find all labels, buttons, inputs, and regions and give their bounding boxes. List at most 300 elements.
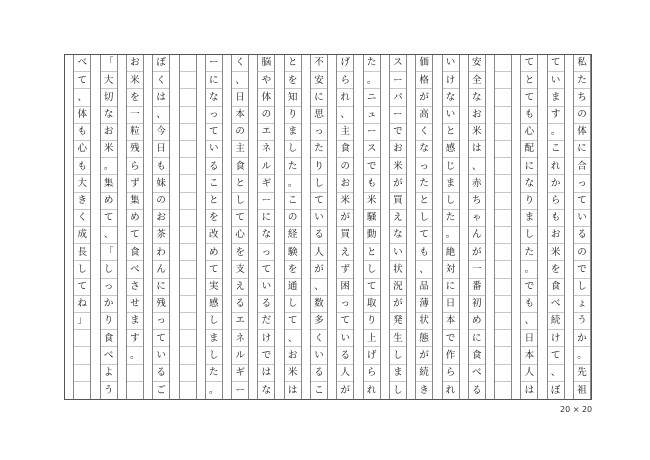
manuscript-cell: げ — [337, 55, 353, 72]
manuscript-cell: べ — [469, 365, 485, 382]
manuscript-cell: ま — [390, 365, 406, 382]
manuscript-cell: の — [153, 193, 169, 210]
manuscript-cell: べ — [74, 55, 90, 72]
manuscript-cell: く — [153, 72, 169, 89]
manuscript-cell: ず — [127, 175, 143, 192]
manuscript-cell: ー — [258, 193, 274, 210]
manuscript-cell: じ — [443, 158, 459, 175]
manuscript-cell: 赤 — [469, 175, 485, 192]
manuscript-cell: 困 — [337, 279, 353, 296]
manuscript-cell: か — [101, 296, 117, 313]
manuscript-cell — [495, 158, 511, 175]
manuscript-cell: ま — [285, 124, 301, 141]
manuscript-cell — [180, 330, 196, 347]
manuscript-cell: っ — [206, 107, 222, 124]
manuscript-cell: 状 — [416, 313, 432, 330]
manuscript-cell: 茶 — [153, 227, 169, 244]
manuscript-cell: と — [521, 72, 537, 89]
manuscript-cell: 主 — [337, 124, 353, 141]
manuscript-cell: 心 — [232, 227, 248, 244]
manuscript-cell: た — [574, 72, 590, 89]
manuscript-cell — [74, 382, 90, 399]
manuscript-cell: 残 — [127, 141, 143, 158]
manuscript-cell: で — [364, 158, 380, 175]
manuscript-cell: お — [153, 210, 169, 227]
manuscript-cell: 成 — [74, 227, 90, 244]
manuscript-cell: 米 — [469, 124, 485, 141]
manuscript-cell: れ — [548, 158, 564, 175]
manuscript-cell: ら — [443, 365, 459, 382]
manuscript-cell: ー — [206, 55, 222, 72]
manuscript-cell: が — [469, 244, 485, 261]
manuscript-cell: 配 — [521, 141, 537, 158]
manuscript-cell: げ — [364, 347, 380, 364]
manuscript-cell: 私 — [574, 55, 590, 72]
manuscript-cell: ら — [364, 365, 380, 382]
manuscript-cell — [495, 365, 511, 382]
manuscript-cell: わ — [153, 244, 169, 261]
manuscript-cell: お — [548, 227, 564, 244]
manuscript-cell: は — [153, 89, 169, 106]
manuscript-cell: る — [206, 158, 222, 175]
manuscript-cell: っ — [153, 313, 169, 330]
manuscript-cell — [495, 175, 511, 192]
manuscript-cell — [180, 296, 196, 313]
manuscript-cell: 。 — [285, 175, 301, 192]
manuscript-cell: な — [261, 384, 272, 396]
manuscript-cell: て — [285, 313, 301, 330]
manuscript-cell: 食 — [548, 279, 564, 296]
manuscript-cell: 体 — [258, 89, 274, 106]
manuscript-cell: 安 — [469, 55, 485, 72]
manuscript-column — [442, 55, 460, 399]
manuscript-cell: 本 — [521, 347, 537, 364]
manuscript-cell: の — [574, 107, 590, 124]
manuscript-cell: き — [74, 193, 90, 210]
manuscript-cell — [495, 261, 511, 278]
manuscript-cell: ル — [232, 347, 248, 364]
manuscript-cell: ギ — [232, 365, 248, 382]
manuscript-cell: 一 — [127, 107, 143, 124]
manuscript-cell: お — [390, 141, 406, 158]
manuscript-cell: 思 — [311, 107, 327, 124]
manuscript-cell: ま — [548, 89, 564, 106]
manuscript-cell: い — [574, 210, 590, 227]
manuscript-cell: い — [258, 279, 274, 296]
manuscript-cell: い — [390, 244, 406, 261]
manuscript-cell: の — [574, 244, 590, 261]
manuscript-cell: こ — [314, 384, 324, 396]
manuscript-cell: る — [311, 365, 327, 382]
manuscript-cell: り — [285, 107, 301, 124]
manuscript-cell: 「 — [101, 55, 117, 72]
manuscript-cell: に — [443, 279, 459, 296]
manuscript-cell: べ — [127, 261, 143, 278]
manuscript-cell: て — [74, 72, 90, 89]
manuscript-cell: 、 — [101, 227, 117, 244]
manuscript-cell — [127, 365, 143, 382]
manuscript-cell: 合 — [574, 158, 590, 175]
manuscript-cell: て — [206, 124, 222, 141]
manuscript-cell — [180, 193, 196, 210]
manuscript-cell: 長 — [74, 244, 90, 261]
manuscript-cell: 格 — [416, 72, 432, 89]
manuscript-cell: て — [232, 210, 248, 227]
manuscript-cell: く — [232, 55, 248, 72]
manuscript-cell: も — [153, 158, 169, 175]
manuscript-cell: も — [521, 107, 537, 124]
manuscript-cell: ニ — [364, 89, 380, 106]
manuscript-cell: 。 — [548, 124, 564, 141]
manuscript-cell: け — [443, 72, 459, 89]
manuscript-cell — [495, 347, 511, 364]
manuscript-cell: 通 — [285, 279, 301, 296]
manuscript-cell: 、 — [232, 72, 248, 89]
manuscript-cell: お — [101, 124, 117, 141]
manuscript-cell: よ — [101, 365, 117, 382]
manuscript-cell: ス — [390, 55, 406, 72]
manuscript-cell: た — [206, 365, 222, 382]
manuscript-cell: 食 — [101, 330, 117, 347]
manuscript-cell — [180, 124, 196, 141]
manuscript-cell: 。 — [443, 227, 459, 244]
manuscript-cell: く — [416, 124, 432, 141]
manuscript-cell: の — [232, 124, 248, 141]
manuscript-cell: 支 — [232, 261, 248, 278]
manuscript-cell: 食 — [127, 244, 143, 261]
manuscript-cell: 態 — [416, 330, 432, 347]
manuscript-cell: 、 — [548, 365, 564, 382]
manuscript-cell: は — [287, 384, 298, 396]
manuscript-cell: ら — [337, 72, 353, 89]
manuscript-cell: し — [521, 227, 537, 244]
manuscript-cell: 米 — [548, 244, 564, 261]
manuscript-cell: を — [127, 89, 143, 106]
manuscript-cell: し — [232, 193, 248, 210]
manuscript-cell: の — [258, 107, 274, 124]
manuscript-cell — [180, 313, 196, 330]
manuscript-cell: ー — [364, 124, 380, 141]
manuscript-cell: さ — [127, 279, 143, 296]
manuscript-cell: 初 — [469, 296, 485, 313]
manuscript-cell: 動 — [364, 227, 380, 244]
manuscript-cell: も — [416, 244, 432, 261]
manuscript-cell: た — [311, 141, 327, 158]
manuscript-cell: き — [419, 384, 429, 396]
manuscript-cell: て — [206, 261, 222, 278]
manuscript-cell: 集 — [127, 193, 143, 210]
manuscript-cell: 経 — [285, 227, 301, 244]
manuscript-cell: し — [285, 296, 301, 313]
grid-size-label: 20 × 20 — [560, 405, 593, 414]
manuscript-cell: も — [521, 296, 537, 313]
manuscript-cell: し — [311, 175, 327, 192]
manuscript-cell: ル — [258, 158, 274, 175]
manuscript-cell: 今 — [153, 124, 169, 141]
manuscript-column — [284, 55, 302, 399]
manuscript-cell: で — [521, 279, 537, 296]
manuscript-cell — [495, 279, 511, 296]
manuscript-cell: て — [311, 193, 327, 210]
manuscript-cell — [180, 347, 196, 364]
manuscript-cell: い — [443, 55, 459, 72]
manuscript-cell — [180, 72, 196, 89]
manuscript-cell: 、 — [469, 158, 485, 175]
manuscript-cell: り — [521, 193, 537, 210]
manuscript-cell: 人 — [521, 365, 537, 382]
manuscript-cell — [495, 244, 511, 261]
manuscript-cell: け — [258, 330, 274, 347]
manuscript-cell: で — [258, 347, 274, 364]
manuscript-cell: め — [469, 313, 485, 330]
manuscript-column — [389, 55, 407, 399]
manuscript-cell: 品 — [416, 279, 432, 296]
manuscript-cell: 一 — [469, 261, 485, 278]
manuscript-cell: が — [416, 89, 432, 106]
manuscript-cell: 、 — [74, 89, 90, 106]
manuscript-cell: 、 — [416, 261, 432, 278]
manuscript-cell: っ — [337, 296, 353, 313]
manuscript-cell: ま — [127, 313, 143, 330]
manuscript-cell: る — [311, 227, 327, 244]
manuscript-cell: 上 — [364, 330, 380, 347]
manuscript-cell: と — [232, 175, 248, 192]
manuscript-cell: ず — [337, 261, 353, 278]
manuscript-cell: ー — [235, 384, 245, 396]
manuscript-cell: し — [574, 279, 590, 296]
manuscript-cell: い — [311, 210, 327, 227]
manuscript-column — [152, 55, 170, 399]
manuscript-cell: 絶 — [443, 244, 459, 261]
manuscript-cell: 集 — [101, 175, 117, 192]
manuscript-cell: パ — [390, 89, 406, 106]
manuscript-cell: ま — [206, 330, 222, 347]
manuscript-cell: 日 — [443, 296, 459, 313]
manuscript-cell: ね — [74, 296, 90, 313]
manuscript-cell: は — [524, 384, 535, 396]
manuscript-cell — [495, 382, 511, 399]
manuscript-cell: 。 — [574, 347, 590, 364]
manuscript-cell: 。 — [101, 158, 117, 175]
manuscript-cell: 、 — [285, 330, 301, 347]
manuscript-cell — [495, 313, 511, 330]
manuscript-cell: こ — [548, 141, 564, 158]
manuscript-cell — [495, 72, 511, 89]
manuscript-cell: 買 — [390, 193, 406, 210]
manuscript-cell: し — [101, 261, 117, 278]
manuscript-column — [73, 55, 91, 399]
manuscript-cell: め — [127, 210, 143, 227]
manuscript-cell: 取 — [364, 296, 380, 313]
manuscript-cell — [180, 55, 196, 72]
manuscript-cell: ま — [521, 210, 537, 227]
manuscript-cell — [495, 107, 511, 124]
manuscript-cell: 。 — [521, 261, 537, 278]
manuscript-cell: で — [390, 124, 406, 141]
manuscript-cell: 薄 — [416, 296, 432, 313]
manuscript-cell: 切 — [101, 89, 117, 106]
manuscript-cell: も — [74, 158, 90, 175]
manuscript-cell: 日 — [153, 141, 169, 158]
manuscript-column — [231, 55, 249, 399]
manuscript-cell: 続 — [548, 313, 564, 330]
manuscript-cell: を — [285, 72, 301, 89]
manuscript-cell — [74, 330, 90, 347]
manuscript-cell: な — [521, 175, 537, 192]
manuscript-cell — [180, 279, 196, 296]
manuscript-cell: の — [337, 158, 353, 175]
manuscript-cell: た — [285, 158, 301, 175]
manuscript-cell: ぼ — [153, 55, 169, 72]
manuscript-cell: も — [548, 210, 564, 227]
manuscript-cell: え — [390, 210, 406, 227]
manuscript-cell: で — [443, 330, 459, 347]
manuscript-cell: 不 — [311, 55, 327, 72]
manuscript-cell: 発 — [390, 313, 406, 330]
manuscript-cell — [180, 210, 196, 227]
manuscript-cell — [495, 141, 511, 158]
manuscript-cell: な — [206, 89, 222, 106]
manuscript-cell: こ — [285, 193, 301, 210]
manuscript-cell: し — [364, 261, 380, 278]
manuscript-cell — [495, 124, 511, 141]
manuscript-cell: 本 — [443, 313, 459, 330]
manuscript-cell: て — [153, 330, 169, 347]
manuscript-cell: っ — [311, 124, 327, 141]
manuscript-cell: 米 — [285, 365, 301, 382]
manuscript-cell: 全 — [469, 72, 485, 89]
manuscript-cell: 心 — [521, 124, 537, 141]
manuscript-column — [363, 55, 381, 399]
manuscript-cell: 体 — [574, 124, 590, 141]
manuscript-cell: 感 — [443, 141, 459, 158]
manuscript-cell: 残 — [153, 296, 169, 313]
manuscript-cell: ょ — [574, 296, 590, 313]
manuscript-cell: 対 — [443, 261, 459, 278]
manuscript-cell: ち — [469, 193, 485, 210]
manuscript-cell: っ — [574, 175, 590, 192]
manuscript-cell — [74, 347, 90, 364]
manuscript-cell: 。 — [209, 384, 219, 396]
manuscript-cell: る — [258, 296, 274, 313]
manuscript-cell: か — [548, 175, 564, 192]
manuscript-column — [415, 55, 433, 399]
manuscript-cell: な — [101, 107, 117, 124]
manuscript-cell: な — [469, 89, 485, 106]
manuscript-cell: し — [285, 141, 301, 158]
manuscript-cell: ん — [153, 261, 169, 278]
manuscript-cell: れ — [337, 89, 353, 106]
manuscript-cell: に — [469, 330, 485, 347]
manuscript-cell: お — [337, 175, 353, 192]
manuscript-cell: れ — [366, 384, 377, 396]
manuscript-cell: し — [443, 193, 459, 210]
manuscript-cell: っ — [258, 244, 274, 261]
manuscript-cell: が — [416, 347, 432, 364]
manuscript-cell: 価 — [416, 55, 432, 72]
manuscript-cell: お — [285, 347, 301, 364]
manuscript-cell: 日 — [232, 89, 248, 106]
manuscript-cell: い — [548, 72, 564, 89]
manuscript-cell: 先 — [574, 365, 590, 382]
manuscript-cell: と — [416, 193, 432, 210]
manuscript-cell: が — [337, 210, 353, 227]
manuscript-cell: ま — [443, 175, 459, 192]
manuscript-cell — [180, 141, 196, 158]
manuscript-cell: な — [443, 89, 459, 106]
manuscript-cell — [495, 296, 511, 313]
manuscript-cell: や — [258, 72, 274, 89]
manuscript-cell: が — [340, 384, 351, 396]
manuscript-cell: 作 — [443, 347, 459, 364]
manuscript-cell — [180, 244, 196, 261]
manuscript-cell: ら — [548, 193, 564, 210]
manuscript-cell: と — [206, 193, 222, 210]
manuscript-cell: う — [103, 384, 114, 396]
manuscript-cell: 改 — [206, 227, 222, 244]
manuscript-cell: て — [548, 347, 564, 364]
manuscript-cell: と — [285, 55, 301, 72]
manuscript-cell: 数 — [311, 296, 327, 313]
manuscript-cell: 知 — [285, 89, 301, 106]
manuscript-cell: 大 — [74, 175, 90, 192]
manuscript-cell: て — [74, 279, 90, 296]
manuscript-column — [547, 55, 565, 399]
manuscript-cell: ュ — [364, 107, 380, 124]
manuscript-cell: え — [232, 279, 248, 296]
manuscript-cell: が — [390, 175, 406, 192]
manuscript-cell: 米 — [364, 193, 380, 210]
manuscript-cell: 、 — [311, 279, 327, 296]
manuscript-cell: べ — [548, 296, 564, 313]
manuscript-cell: 心 — [74, 141, 90, 158]
manuscript-cell: め — [101, 193, 117, 210]
manuscript-cell: く — [74, 210, 90, 227]
manuscript-cell: て — [416, 227, 432, 244]
manuscript-sheet — [64, 54, 592, 400]
manuscript-column — [100, 55, 118, 399]
manuscript-cell — [180, 175, 196, 192]
manuscript-column — [126, 55, 144, 399]
manuscript-cell: 大 — [101, 72, 117, 89]
manuscript-cell: ー — [390, 107, 406, 124]
manuscript-cell — [180, 365, 196, 382]
manuscript-cell — [495, 210, 511, 227]
manuscript-cell: た — [416, 175, 432, 192]
manuscript-cell: 。 — [364, 72, 380, 89]
manuscript-cell: を — [285, 261, 301, 278]
manuscript-cell: 多 — [311, 313, 327, 330]
manuscript-column — [257, 55, 275, 399]
manuscript-cell: ご — [156, 384, 166, 396]
manuscript-cell: 、 — [153, 107, 169, 124]
manuscript-cell: い — [153, 347, 169, 364]
manuscript-cell: お — [469, 107, 485, 124]
manuscript-column — [336, 55, 354, 399]
manuscript-cell: 、 — [337, 107, 353, 124]
manuscript-cell — [180, 107, 196, 124]
manuscript-cell: ス — [364, 141, 380, 158]
manuscript-cell: 本 — [232, 107, 248, 124]
manuscript-cell: エ — [258, 124, 274, 141]
manuscript-cell: か — [574, 330, 590, 347]
manuscript-cell: の — [285, 210, 301, 227]
manuscript-cell: お — [127, 55, 143, 72]
manuscript-cell: を — [206, 210, 222, 227]
manuscript-column — [573, 55, 591, 399]
manuscript-cell: ネ — [232, 330, 248, 347]
manuscript-cell: っ — [101, 279, 117, 296]
